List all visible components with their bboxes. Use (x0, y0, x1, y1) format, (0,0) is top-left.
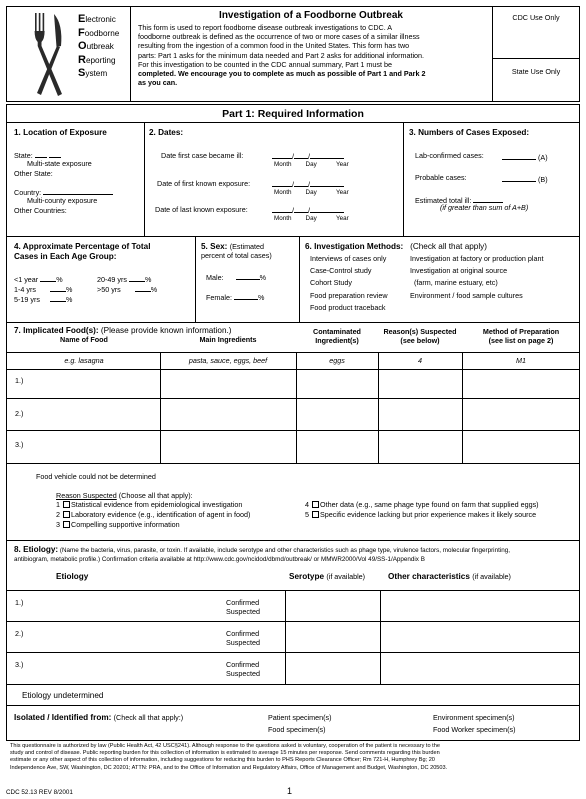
checkbox-icon[interactable] (63, 511, 70, 518)
method-factory[interactable]: Investigation at factory or production plant (410, 254, 544, 263)
section-8-header: 8. Etiology: (Name the bacteria, virus, parasite, or toxin. If available, include serotype and other characteristics such as phage type, virulence factors, molecular fingerprinting, antibiogram, metabolic profile.) Confirmation criteria available at http://www.cdc.gov/ncidod/dbmd/outbreak/ or MMWR2000/Vol 49/SS-1/Appendix B (14, 545, 510, 563)
checkbox-icon[interactable] (63, 521, 70, 528)
section-7-title: 7. Implicated Food(s): (Please provide known information.) (14, 326, 232, 335)
section-2-title: 2. Dates: (149, 128, 184, 137)
environment-specimen-checkbox[interactable]: Environment specimen(s) (433, 713, 515, 722)
reason-suspected-title: Reason Suspected (Choose all that apply): (56, 491, 193, 500)
col-etiology: Etiology (56, 572, 89, 581)
fork-and-knife-icon (32, 12, 66, 96)
date-first-ill-field[interactable]: / / (272, 151, 344, 161)
reason-2[interactable]: 2 Laboratory evidence (e.g., identification of agent in food) (56, 510, 251, 519)
etiology-row-3-suspected[interactable]: Suspected (226, 669, 260, 678)
date-parts-2: Month Day Year (274, 189, 349, 196)
example-ingredients: pasta, sauce, eggs, beef (188, 356, 268, 365)
date-first-exposure-field[interactable]: / / (272, 179, 344, 189)
food-row-2[interactable]: 2.) (15, 409, 24, 418)
multicounty-checkbox[interactable]: Multi-county exposure (27, 196, 98, 205)
isolated-title: Isolated / Identified from: (Check all that apply:) (14, 713, 184, 722)
method-cohort[interactable]: Cohort Study (310, 278, 352, 287)
age-lt1-field[interactable]: <1 year % (14, 275, 63, 284)
form-id: CDC 52.13 REV 8/2001 (6, 789, 73, 796)
reason-5[interactable]: 5 Specific evidence lacking but prior experience makes it likely source (305, 510, 537, 519)
age-gt50-field[interactable]: >50 yrs % (97, 285, 158, 294)
date-last-exposure-field[interactable]: / / (272, 205, 344, 215)
method-environment[interactable]: Environment / food sample cultures (410, 291, 523, 300)
example-food: e.g. lasagna (64, 356, 104, 365)
lab-confirmed-field[interactable]: (A) (502, 152, 548, 162)
etiology-row-3-confirmed[interactable]: Confirmed (226, 660, 260, 669)
section-3-title: 3. Numbers of Cases Exposed: (409, 128, 530, 137)
food-row-3[interactable]: 3.) (15, 440, 24, 449)
col-main-ingredients: Main Ingredients (199, 335, 257, 344)
etiology-row-1[interactable]: 1.) (15, 598, 24, 607)
method-case-control[interactable]: Case-Control study (310, 266, 372, 275)
age-5-19-field[interactable]: 5-19 yrs % (14, 295, 73, 304)
etiology-row-2-suspected[interactable]: Suspected (226, 638, 260, 647)
reason-3[interactable]: 3 Compelling supportive information (56, 520, 180, 529)
method-interviews[interactable]: Interviews of cases only (310, 254, 387, 263)
food-undetermined-checkbox[interactable]: Food vehicle could not be determined (36, 472, 156, 481)
reason-1[interactable]: 1 Statistical evidence from epidemiological investigation (56, 500, 243, 509)
probable-label: Probable cases: (415, 173, 467, 182)
section-5-title: 5. Sex: (Estimated (201, 242, 265, 251)
burden-statement: This questionnaire is authorized by law (Public Health Act, 42 USC§241). Although response to the questions asked is voluntary, cooperation of the patient is necessary to the study and control of disease. Public reporting burden for this collection of information is estimated to average 15 minutes per response. Send comments regarding this burden estimate or any other aspect of this collection of information, including suggestions for reducing this burden to PHS Reports Clearance Officer; Rm 721-H, Humphrey Bg; 20 Independence Ave, SW, Washington, DC 20201; ATTN: PRA, and to the Office of Information and Regulatory Affairs, Office of Management and Budget, Washington, DC 20503. (10, 743, 448, 771)
part1-title: Part 1: Required Information (222, 108, 364, 120)
age-20-49-field[interactable]: 20-49 yrs % (97, 275, 152, 284)
state-use-only: State Use Only (511, 67, 561, 76)
lab-confirmed-label: Lab-confirmed cases: (415, 151, 484, 160)
date-first-ill-label: Date first case became ill: (161, 151, 244, 160)
form-title: Investigation of a Foodborne Outbreak (219, 10, 403, 21)
female-field[interactable]: Female: % (206, 293, 265, 302)
col-other-characteristics: Other characteristics (if available) (388, 572, 511, 581)
col-reasons: Reason(s) Suspected (see below) (383, 327, 457, 345)
other-countries-field[interactable]: Other Countries: (14, 206, 67, 215)
estimated-ill-field[interactable]: Estimated total ill: (415, 195, 503, 205)
age-1-4-field[interactable]: 1-4 yrs % (14, 285, 73, 294)
state-field[interactable]: State: (14, 150, 61, 160)
example-reason: 4 (418, 356, 422, 365)
method-original-source[interactable]: Investigation at original source (410, 266, 508, 275)
male-field[interactable]: Male: % (206, 273, 266, 282)
method-original-source-note: (farm, marine estuary, etc) (414, 278, 498, 287)
example-method: M1 (516, 356, 526, 365)
food-worker-specimen-checkbox[interactable]: Food Worker specimen(s) (433, 725, 516, 734)
method-traceback[interactable]: Food product traceback (310, 303, 386, 312)
etiology-undetermined-checkbox[interactable]: Etiology undetermined (22, 691, 104, 700)
page-number: 1 (287, 786, 293, 796)
col-serotype: Serotype (if available) (289, 572, 366, 581)
etiology-row-3[interactable]: 3.) (15, 660, 24, 669)
system-name: Electronic Foodborne Outbreak Reporting System (78, 13, 120, 80)
other-state-field[interactable]: Other State: (14, 169, 53, 178)
food-specimen-checkbox[interactable]: Food specimen(s) (268, 725, 326, 734)
patient-specimen-checkbox[interactable]: Patient specimen(s) (268, 713, 332, 722)
etiology-row-1-confirmed[interactable]: Confirmed (226, 598, 260, 607)
date-parts-3: Month Day Year (274, 215, 349, 222)
method-food-prep-review[interactable]: Food preparation review (310, 291, 388, 300)
section-4-title: 4. Approximate Percentage of Total Cases in Each Age Group: (14, 242, 151, 261)
col-contaminated: Contaminated Ingredient(s) (313, 327, 361, 345)
multistate-checkbox[interactable]: Multi-state exposure (27, 159, 92, 168)
col-name-of-food: Name of Food (60, 335, 108, 344)
etiology-row-2[interactable]: 2.) (15, 629, 24, 638)
date-last-exposure-label: Date of last known exposure: (155, 205, 248, 214)
section-5-note: percent of total cases) (201, 251, 272, 260)
etiology-row-1-suspected[interactable]: Suspected (226, 607, 260, 616)
example-contaminated: eggs (329, 356, 345, 365)
date-first-exposure-label: Date of first known exposure: (157, 179, 251, 188)
etiology-row-2-confirmed[interactable]: Confirmed (226, 629, 260, 638)
date-parts-1: Month Day Year (274, 161, 349, 168)
food-row-1[interactable]: 1.) (15, 376, 24, 385)
estimated-note: (if greater than sum of A+B) (440, 203, 529, 212)
checkbox-icon[interactable] (312, 501, 319, 508)
col-method: Method of Preparation (see list on page 2) (482, 327, 560, 345)
country-field[interactable]: Country: (14, 187, 113, 197)
checkbox-icon[interactable] (312, 511, 319, 518)
checkbox-icon[interactable] (63, 501, 70, 508)
cdc-use-only: CDC Use Only (512, 13, 560, 22)
probable-field[interactable]: (B) (502, 174, 548, 184)
intro-text: This form is used to report foodborne disease outbreak investigations to CDC. A foodborne outbreak is defined as the occurrence of two or more cases of a similar illness resulting from the ingestion of a common food in the United States. This form has two parts: Part 1 asks for the minimum data needed and Part 2 asks for additional information. For this investigation to be counted in the CDC annual summary, Part 1 must be completed. We encourage you to complete as much as possible of Part 1 and Park 2 as you can. (138, 23, 426, 88)
section-6-title: 6. Investigation Methods: (Check all that apply) (305, 242, 487, 251)
reason-4[interactable]: 4 Other data (e.g., same phage type found on farm that supplied eggs) (305, 500, 539, 509)
section-1-title: 1. Location of Exposure (14, 128, 107, 137)
